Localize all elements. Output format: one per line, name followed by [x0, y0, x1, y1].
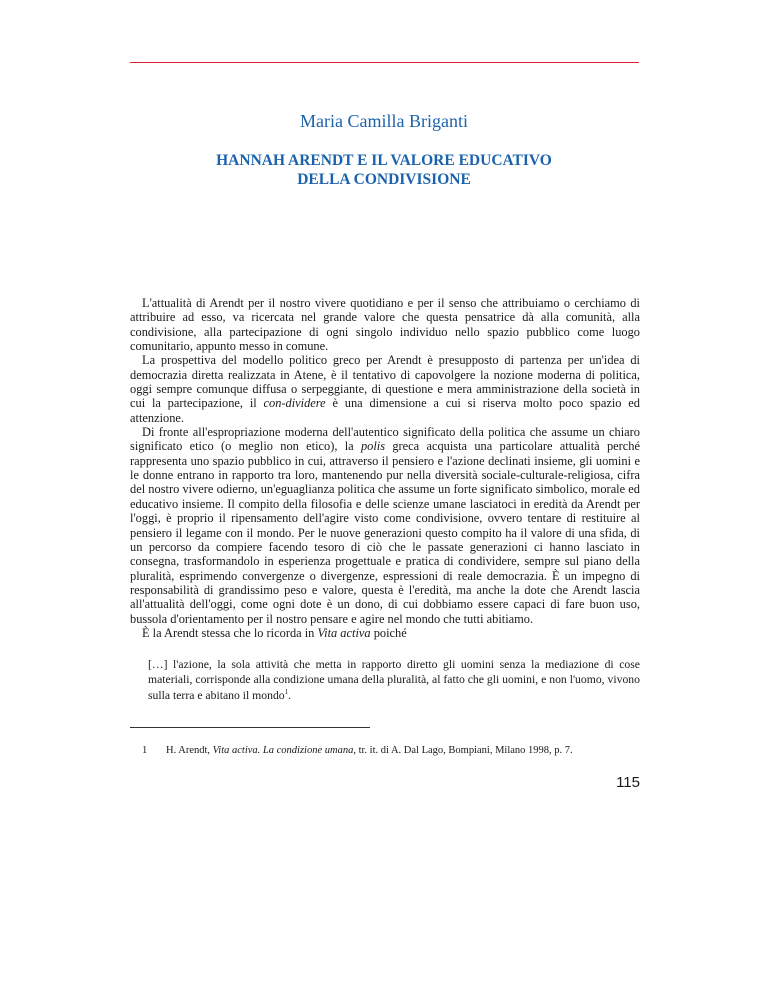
paragraph-3-emphasis: polis [360, 439, 386, 454]
body-text [130, 296, 640, 640]
quote-end: . [288, 688, 292, 702]
paragraph-1: L'attualità di Arendt per il nostro vivere quotidiano e per il senso che attribuiamo o cerchiamo di attribuire ad esso, va ricercata nel grande valore che questa pensatrice dà alla comunità, alla condivisione, alla partecipazione di ogni singolo individuo nello spazio pubblico come luogo comunitario, appunto messo in comune. [130, 296, 640, 354]
paragraph-4-text: È la Arendt stessa che lo ricorda in [142, 625, 318, 640]
quote-text: […] l'azione, la sola attività che metta in rapporto diretto gli uomini senza la mediazione di cose materiali, corrisponde alla condizione umana della pluralità, al fatto che gli uomini, e non l'uomo, vivono sulla terra e abitano il mondo [148, 658, 640, 702]
paragraph-2-text: La prospettiva del modello politico greco per Arendt è presupposto di partenza per un'idea di democrazia diretta realizzata in Atene, è il tentativo di capovolgere la nozione moderna di politica, oggi sempre comunque diffusa o serpeggiante, di questione e mera amministrazione della società in cui la partecipazione, il [130, 353, 640, 411]
paragraph-2-emphasis: con-dividere [263, 396, 326, 411]
header-rule [130, 62, 639, 63]
block-quote [148, 657, 640, 703]
footnote-text: H. Arendt, [166, 745, 213, 756]
paragraph-3 [130, 425, 640, 626]
footnote-reference[interactable]: 1 [284, 687, 289, 696]
footnote-rule [130, 727, 370, 728]
paragraph-4 [130, 626, 640, 640]
footnote-number: 1 [142, 745, 148, 756]
paragraph-3-text: Di fronte all'espropriazione moderna dell'autentico significato della politica che assume un chiaro significato etico (o meglio non etico), la [130, 425, 640, 454]
footnote [130, 744, 650, 758]
article-title [0, 151, 768, 189]
title-line-2: DELLA CONDIVISIONE [297, 171, 471, 188]
paragraph-2-text-end: è una dimensione a cui si riserva molto poco spazio ed attenzione. [130, 396, 640, 425]
page-number: 115 [616, 774, 640, 791]
footnote-text-end: , tr. it. di A. Dal Lago, Bompiani, Milano 1998, p. 7. [353, 745, 573, 756]
footnote-book-title: Vita activa. La condizione umana [212, 745, 354, 756]
paragraph-2 [130, 353, 640, 425]
paragraph-4-text-end: poiché [370, 625, 407, 640]
paragraph-3-text-end: greca acquista una particolare attualità perché rappresenta uno spazio pubblico in cui, attraverso il pensiero e l'azione declinati insieme, gli uomini e le donne entrano in rapporto tra loro, mantenendo pur nella diversità sociale-culturale-religiosa, cifra del nostro vivere odierno, un'eguaglianza politica che assume un forte significato simbolico, morale ed educativo insieme. Il compito della filosofia e delle scienze umane lasciatoci in eredità da Arendt per l'oggi, è proprio il ripensamento dell'agire visto come condivisione, ovvero tentare di restituire al pensiero il legame con il mondo. Per le nuove generazioni questo compito ha il valore di una sfida, di un percorso da compiere facendo tesoro di ciò che le passate generazioni ci hanno lasciato in consegna, trasformandolo in esperienza progettuale e pratica di condividere, sempre sul piano della pluralità, esprimendo convergenze o divergenze, espressioni di reale democrazia. È un impegno di responsabilità di grandissimo peso e valore, questa è l'eredità, ma anche la dote che Arendt lascia all'attualità dell'oggi, come ogni dote è un dono, di cui dobbiamo essere capaci di fare buon uso, bussola d'orientamento per il nostro pensare e agire nel mondo che tutti abitiamo. [130, 439, 640, 626]
paragraph-4-emphasis: Vita activa [317, 625, 371, 640]
author-name: Maria Camilla Briganti [300, 111, 468, 131]
title-line-1: HANNAH ARENDT E IL VALORE EDUCATIVO [216, 152, 552, 169]
